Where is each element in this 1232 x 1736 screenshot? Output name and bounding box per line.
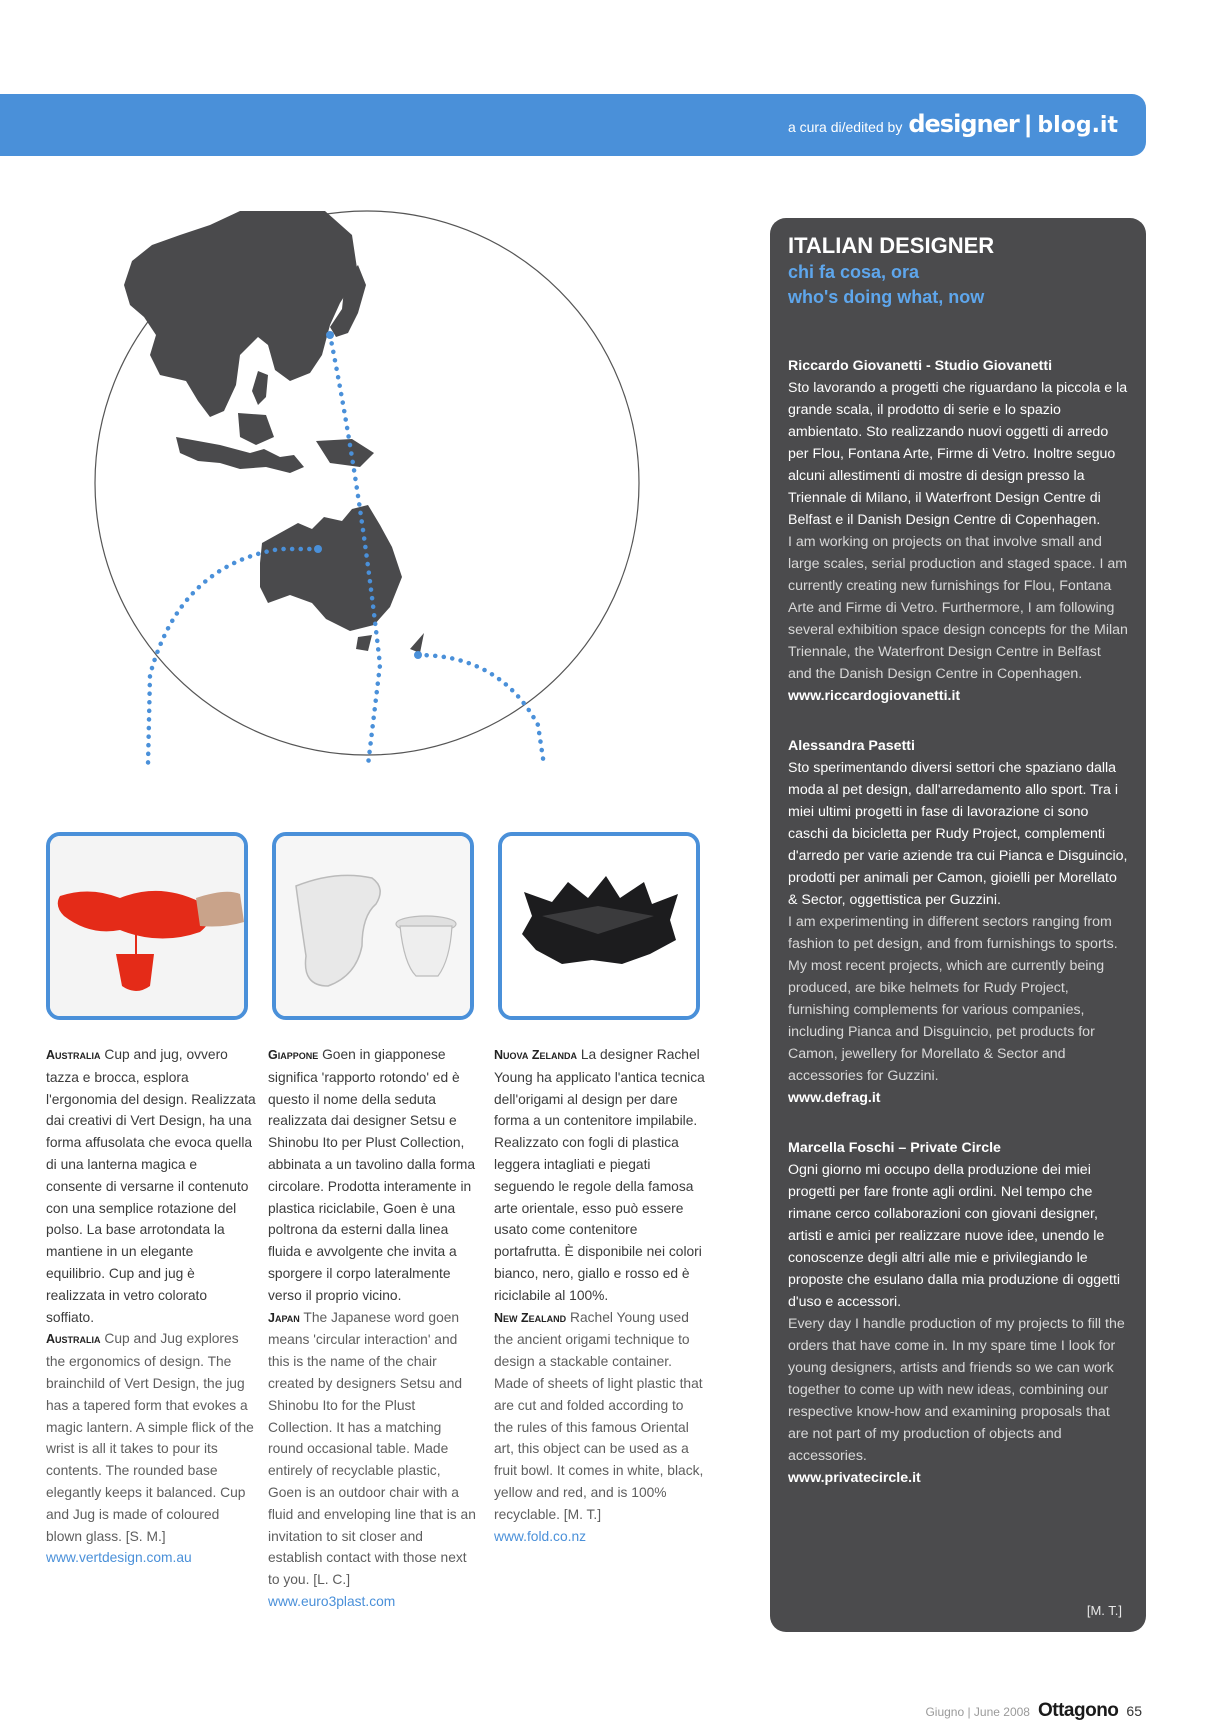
caption-text-en: Cup and Jug explores the ergonomics of design. The brainchild of Vert Design, the jug has a tapered form that evokes a magic lantern. A simple flick of the wrist is all it takes to pour its contents. The rounded base elegantly keeps it balanced. Cup and Jug is made of coloured blown glass. [S. M.]: [46, 1331, 254, 1544]
designer-entry: [788, 735, 1128, 1109]
hand: [196, 892, 244, 927]
brand-divider: |: [1024, 111, 1032, 138]
caption-text-en: Rachel Young used the ancient origami technique to design a stackable container. Made of sheets of light plastic that are cut and folded according to the rules of this famous Oriental art, this object can be used as a fruit bowl. It comes in white, black, yellow and red, and is 100% recyclable. [M. T.]: [494, 1309, 704, 1522]
designer-name: Marcella Foschi – Private Circle: [788, 1140, 1001, 1156]
globe-map: [90, 205, 645, 765]
caption-new-zealand: [494, 1044, 706, 1547]
page-footer: [925, 1700, 1142, 1722]
designer-url[interactable]: www.riccardogiovanetti.it: [788, 688, 961, 704]
caption-text-it: La designer Rachel Young ha applicato l'antica tecnica dell'origami al design per dare forma a un contenitore impilabile. Realizzato con fogli di plastica leggera intagliati e piegati seguendo le regole della famosa arte orientale, esso può essere usato come contenitore portafrutta. È disponibile nei colori bianco, nero, giallo e rosso ed è riciclabile al 100%.: [494, 1047, 705, 1303]
issue-date: Giugno | June 2008: [925, 1705, 1030, 1719]
page-number: 65: [1126, 1703, 1142, 1719]
designer-entry: [788, 1137, 1128, 1489]
designer-entry: [788, 355, 1128, 707]
caption-url[interactable]: www.euro3plast.com: [268, 1593, 396, 1609]
header-credit: [788, 110, 1118, 139]
panel-credit: [M. T.]: [1086, 1603, 1122, 1618]
designer-text-it: Sto sperimentando diversi settori che spaziano dalla moda al pet design, dall'arredamento allo sport. Tra i miei ultimi progetti in fase di lavorazione ci sono caschi da bicicletta per Rudy Project, complementi d'arredo per varie aziende tra cui Pianca e Disguincio, prodotti per animali per Camon, gioielli per Morellato & Sector, oggettistica per Guzzini.: [788, 760, 1128, 908]
australia-marker: [314, 545, 322, 553]
caption-text-en: The Japanese word goen means 'circular interaction' and this is the name of the chair created by designers Setsu and Shinobu Ito for the Plust Collection. It has a matching round occasional table. Made entirely of recyclable plastic, Goen is an outdoor chair with a fluid and enveloping line that is an invitation to sit closer and establish contact with those next to you. [L. C.]: [268, 1309, 476, 1588]
photo-cup-and-jug: [46, 832, 248, 1020]
brand-designer: designer: [908, 110, 1019, 138]
header-bar: [0, 94, 1146, 156]
designer-name: Riccardo Giovanetti - Studio Giovanetti: [788, 358, 1053, 374]
globe-map-graphic: [90, 205, 645, 765]
country-label: Nuova Zelanda: [494, 1048, 577, 1062]
photo-origami-bowl: [498, 832, 700, 1020]
caption-text-it: Goen in giapponese significa 'rapporto rotondo' ed è questo il nome della seduta realizzata dai designer Setsu e Shinobu Ito per Plust Collection, abbinata a un tavolino dalla forma circolare. Prodotta interamente in plastica riciclabile, Goen è una poltrona da esterni dalla linea fluida e avvolgente che invita a sporgere il corpo lateralmente verso il proprio vicino.: [268, 1047, 476, 1303]
caption-url[interactable]: www.vertdesign.com.au: [46, 1550, 192, 1566]
caption-url[interactable]: www.fold.co.nz: [494, 1528, 587, 1544]
edited-by-label: a cura di/edited by: [787, 119, 903, 135]
brand-blog: blog.it: [1037, 113, 1118, 138]
new-zealand-marker: [414, 651, 422, 659]
country-label: Australia: [46, 1332, 101, 1347]
panel-title: ITALIAN DESIGNER: [788, 233, 995, 258]
origami-bowl-image: [502, 836, 696, 1016]
caption-australia: [46, 1044, 256, 1569]
caption-japan: [268, 1044, 478, 1613]
designer-text-en: Every day I handle production of my projects to fill the orders that have come in. In my spare time I look for young designers, artists and friends so we can work together to come up with new ideas, combining our respective know-how and examining proposals that are not part of my production of objects and accessories.: [788, 1316, 1125, 1464]
panel-subtitle-en: who's doing what, now: [788, 287, 985, 307]
panel-subtitle-it: chi fa cosa, ora: [788, 262, 920, 282]
cup-and-jug-image: [50, 836, 244, 1016]
designer-text-it: Sto lavorando a progetti che riguardano la piccola e la grande scala, il prodotto di serie e lo spazio ambientato. Sto realizzando nuovi oggetti di arredo per Flou, Fontana Arte, Firme di Vetro. Inoltre seguo alcuni allestimenti di mostre di design presso la Triennale di Milano, il Waterfront Design Centre di Belfast e il Danish Design Centre di Copenhagen.: [788, 380, 1128, 528]
goen-chair-image: [276, 836, 470, 1016]
country-label: Australia: [46, 1048, 101, 1062]
italian-designer-panel: [770, 218, 1146, 1632]
country-label: Giappone: [268, 1048, 319, 1062]
country-label: New Zealand: [494, 1310, 567, 1325]
designer-url[interactable]: www.privatecircle.it: [788, 1470, 921, 1486]
designer-name: Alessandra Pasetti: [788, 738, 915, 754]
photo-goen-chair: [272, 832, 474, 1020]
caption-text-it: Cup and jug, ovvero tazza e brocca, esplora l'ergonomia del design. Realizzata dai creativi di Vert Design, ha una forma affusolata che evoca quella di una lanterna magica e consente di versarne il contenuto con una semplice rotazione del polso. La base arrotondata la mantiene in un elegante equilibrio. Cup and jug è realizzata in vetro colorato soffiato.: [46, 1047, 256, 1325]
japan-marker: [326, 331, 334, 339]
designer-url[interactable]: www.defrag.it: [788, 1090, 881, 1106]
magazine-name: Ottagono: [1037, 1700, 1119, 1721]
designer-text-en: I am experimenting in different sectors ranging from fashion to pet design, and from furnishings to sports. My most recent projects, which are currently being produced, are bike helmets for Rudy Project, furnishing complements for various companies, including Pianca and Disguincio, pet products for Camon, jewellery for Morellato & Sector and accessories for Guzzini.: [788, 914, 1118, 1084]
country-label: Japan: [268, 1310, 300, 1325]
designer-text-en: I am working on projects on that involve small and large scales, serial production and staged space. I am currently creating new furnishings for Flou, Fontana Arte and Firme di Vetro. Furthermore, I am following several exhibition space design concepts for the Milan Triennale, the Waterfront Design Centre in Belfast and the Danish Design Centre in Copenhagen.: [788, 534, 1128, 682]
designer-text-it: Ogni giorno mi occupo della produzione dei miei progetti per fare fronte agli ordini. Nel tempo che rimane cerco collaborazioni con giovani designer, artisti e amici per realizzare nuove idee, unendo le conoscenze degli altri alle mie e privilegiando le proposte che esulano dalla mia produzione di oggetti d'uso e accessori.: [788, 1162, 1121, 1310]
